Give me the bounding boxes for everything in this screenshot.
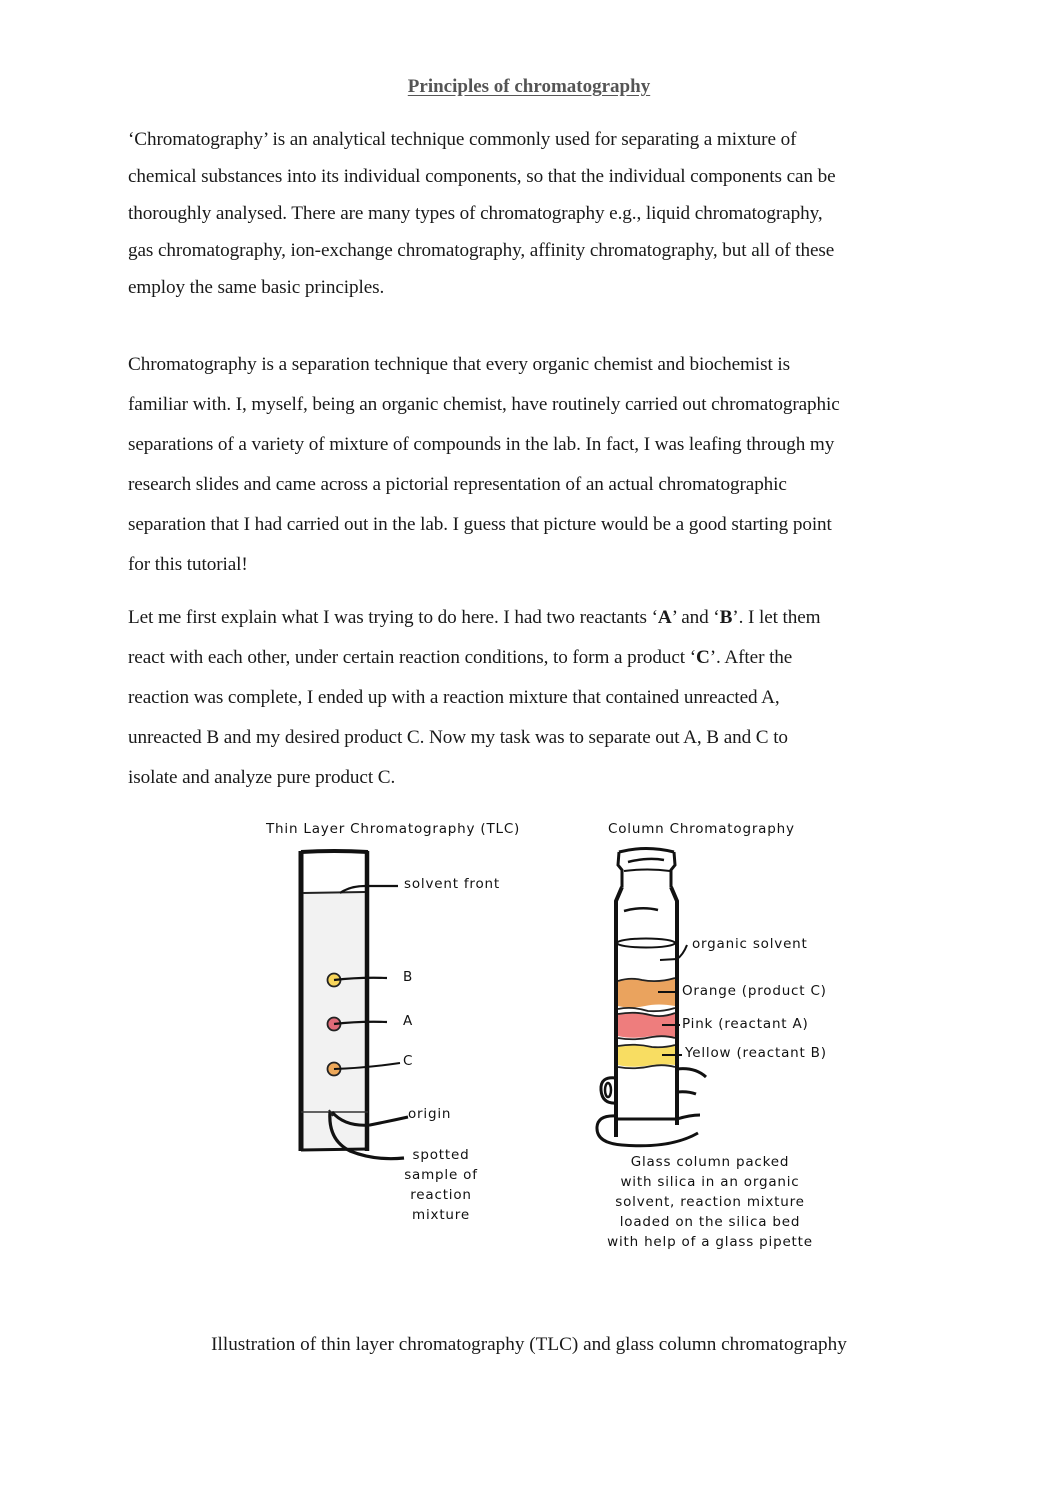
text-line: isolate and analyze pure product C. bbox=[128, 767, 396, 788]
label-line: reaction bbox=[410, 1187, 472, 1203]
text-line: research slides and came across a pictorial representation of an actual chromatographic bbox=[128, 474, 787, 495]
text-line bbox=[128, 598, 938, 638]
label-yellow-band: Yellow (reactant B) bbox=[685, 1045, 827, 1061]
figure-caption: Illustration of thin layer chromatography (TLC) and glass column chromatography bbox=[211, 1334, 847, 1355]
text-line: separation that I had carried out in the lab. I guess that picture would be a good starting point bbox=[128, 514, 832, 535]
label-organic-solvent: organic solvent bbox=[692, 936, 808, 952]
text-line: gas chromatography, ion-exchange chromatography, affinity chromatography, but all of these bbox=[128, 240, 835, 261]
label-origin: origin bbox=[408, 1106, 452, 1122]
text-line: ‘Chromatography’ is an analytical technique commonly used for separating a mixture of bbox=[128, 129, 797, 150]
paragraph-background bbox=[128, 345, 938, 585]
label-pink-band: Pink (reactant A) bbox=[682, 1016, 809, 1032]
label-line: solvent, reaction mixture bbox=[615, 1194, 805, 1210]
paragraph-intro bbox=[128, 121, 938, 306]
text-line bbox=[128, 638, 938, 678]
paragraph-experiment bbox=[128, 598, 938, 798]
label-spot-a: A bbox=[403, 1013, 414, 1029]
chromatography-figure bbox=[250, 815, 870, 1265]
label-line: mixture bbox=[412, 1207, 470, 1223]
page-title: Principles of chromatography bbox=[407, 76, 651, 97]
text-line: familiar with. I, myself, being an organic chemist, have routinely carried out chromatographic bbox=[128, 394, 840, 415]
bold-reactant-a: A bbox=[657, 607, 672, 628]
text-line: separations of a variety of mixture of compounds in the lab. In fact, I was leafing through my bbox=[128, 434, 835, 455]
bold-product-c: C bbox=[696, 647, 710, 668]
label-line: Glass column packed bbox=[630, 1154, 790, 1170]
column-title: Column Chromatography bbox=[608, 821, 795, 837]
label-spotted-sample bbox=[396, 1145, 486, 1225]
text-span: ’. After the bbox=[709, 647, 793, 668]
label-line: with help of a glass pipette bbox=[607, 1234, 813, 1250]
tlc-plate-drawing bbox=[301, 851, 408, 1159]
text-span: ’ and ‘ bbox=[671, 607, 720, 628]
label-spot-b: B bbox=[403, 969, 414, 985]
text-span: ’. I let them bbox=[732, 607, 821, 628]
text-span: Let me first explain what I was trying to do here. I had two reactants ‘ bbox=[128, 607, 658, 628]
text-line: for this tutorial! bbox=[128, 554, 248, 575]
bold-reactant-b: B bbox=[719, 607, 733, 628]
text-line: unreacted B and my desired product C. Now my task was to separate out A, B and C to bbox=[128, 727, 788, 748]
label-line: sample of bbox=[404, 1167, 478, 1183]
text-line: chemical substances into its individual components, so that the individual components can be bbox=[128, 166, 836, 187]
tlc-title: Thin Layer Chromatography (TLC) bbox=[266, 821, 521, 837]
label-orange-band: Orange (product C) bbox=[682, 983, 827, 999]
text-line: employ the same basic principles. bbox=[128, 277, 385, 298]
column-description bbox=[590, 1152, 830, 1252]
label-line: with silica in an organic bbox=[620, 1174, 800, 1190]
text-line: reaction was complete, I ended up with a reaction mixture that contained unreacted A, bbox=[128, 687, 780, 708]
text-line: Chromatography is a separation technique that every organic chemist and biochemist is bbox=[128, 354, 790, 375]
label-line: spotted bbox=[412, 1147, 470, 1163]
text-span: react with each other, under certain reaction conditions, to form a product ‘ bbox=[128, 647, 696, 668]
label-spot-c: C bbox=[403, 1053, 414, 1069]
label-solvent-front: solvent front bbox=[404, 876, 500, 892]
text-line: thoroughly analysed. There are many types of chromatography e.g., liquid chromatography, bbox=[128, 203, 823, 224]
label-line: loaded on the silica bed bbox=[619, 1214, 801, 1230]
